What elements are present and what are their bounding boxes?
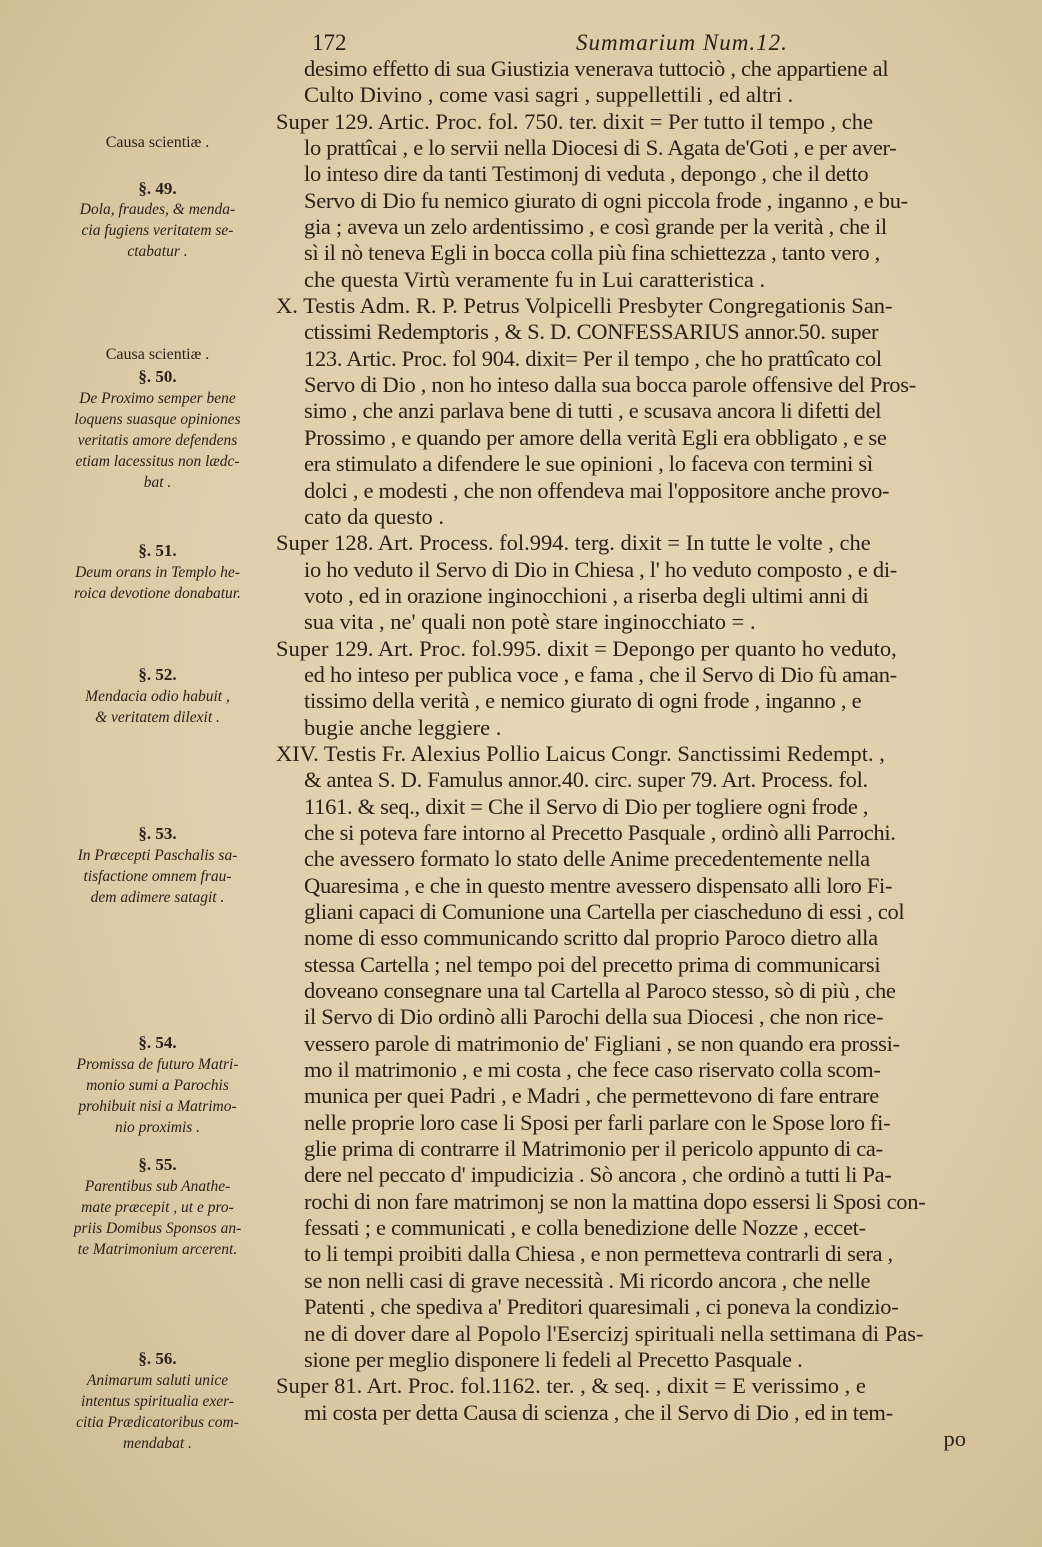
margin-note bbox=[45, 1054, 270, 1138]
body-line: fessati ; e communicati , e colla benedizione delle Nozze , eccet- bbox=[304, 1215, 866, 1241]
body-line: gliani capaci di Comunione una Cartella per ciascheduno di essi , col bbox=[304, 899, 905, 924]
margin-section-number bbox=[45, 1032, 270, 1053]
margin-note-line: Parentibus sub Anathe- bbox=[84, 1178, 231, 1195]
margin-note bbox=[45, 562, 270, 604]
margin-note bbox=[45, 1176, 270, 1260]
body-line: rochi di non fare matrimonj se non la mattina dopo essersi li Sposi con- bbox=[304, 1188, 926, 1214]
body-line: 123. Artic. Proc. fol 904. dixit= Per il tempo , che ho prattîcato col bbox=[304, 345, 882, 371]
body-line: to li tempi proibiti dalla Chiesa , e non permetteva contrarli di sera , bbox=[304, 1241, 893, 1267]
margin-note bbox=[45, 686, 270, 728]
body-line: Servo di Dio , non ho inteso dalla sua bocca parole offensive del Pros- bbox=[304, 372, 916, 398]
margin-note-line: cia fugiens veritatem se- bbox=[81, 222, 234, 239]
body-line: XIV. Testis Fr. Alexius Pollio Laicus Congr. Sanctissimi Redempt. , bbox=[276, 740, 885, 766]
body-line: stessa Cartella ; nel tempo poi del precetto prima di communicarsi bbox=[304, 951, 881, 977]
body-line: ctissimi Redemptoris , & S. D. CONFESSARIUS annor.50. super bbox=[304, 319, 879, 345]
body-line: munica per quei Padri , e Madri , che permettevono di fare entrare bbox=[304, 1083, 879, 1109]
margin-note-line: Promissa de futuro Matri- bbox=[76, 1056, 239, 1073]
body-line: che si poteva fare intorno al Precetto Pasquale , ordinò alli Parrochi. bbox=[304, 819, 896, 845]
margin-note-line: §. 49. bbox=[138, 179, 177, 198]
body-line: vessero parole di matrimonio de' Figliani , se non quando era prossi- bbox=[304, 1030, 900, 1056]
body-line: po bbox=[943, 1425, 966, 1451]
margin-note-line: citia Prædicatoribus com- bbox=[76, 1414, 239, 1431]
margin-note-line: bat . bbox=[143, 474, 172, 491]
body-line: sì il nò teneva Egli in bocca colla più fina schiettezza , tanto vero , bbox=[304, 240, 880, 266]
margin-note-line: tisfactione omnem frau- bbox=[83, 868, 232, 885]
body-line: Patenti , che spediva a' Preditori quaresimali , ci poneva la condizio- bbox=[304, 1294, 899, 1320]
margin-note-line: intentus spiritualia exer- bbox=[81, 1393, 234, 1410]
body-line: desimo effetto di sua Giustizia venerava tuttociò , che appartiene al bbox=[304, 56, 889, 81]
margin-note-line: §. 54. bbox=[138, 1033, 177, 1052]
margin-note-line: Causa scientiæ . bbox=[105, 134, 210, 151]
body-line: nelle proprie loro case li Sposi per farli parlare con le Spose loro fi- bbox=[304, 1109, 891, 1135]
body-line: mo il matrimonio , e mi costa , che fece caso riservato colla scom- bbox=[304, 1057, 881, 1083]
body-line: Super 81. Art. Proc. fol.1162. ter. , & seq. , dixit = E verissimo , e bbox=[276, 1373, 866, 1399]
body-line: lo prattîcai , e lo servii nella Diocesi di S. Agata de'Goti , e per aver- bbox=[304, 135, 897, 161]
body-line: lo inteso dire da tanti Testimonj di veduta , depongo , che il detto bbox=[304, 161, 869, 187]
body-line: gia ; aveva un zelo ardentissimo , e così grande per la verità , che il bbox=[304, 214, 887, 240]
margin-note-line: loquens suasque opiniones bbox=[74, 411, 241, 428]
margin-note bbox=[45, 1370, 270, 1454]
margin-note bbox=[45, 199, 270, 262]
margin-note-line: Deum orans in Templo he- bbox=[75, 564, 240, 581]
body-line: ed ho inteso per publica voce , e fama , che il Servo di Dio fù aman- bbox=[304, 661, 897, 687]
body-line: nome di esso communicando scritto dal proprio Paroco dietro alla bbox=[304, 925, 878, 951]
margin-note-line: ctabatur . bbox=[127, 243, 188, 260]
body-line: tissimo della verità , e nemico giurato di ogni frode , inganno , e bbox=[304, 688, 862, 714]
margin-note-line: Dola, fraudes, & menda- bbox=[79, 201, 236, 218]
body-line: se non nelli casi di grave necessità . Mi ricordo ancora , che nelle bbox=[304, 1267, 871, 1293]
margin-note-line: §. 53. bbox=[138, 824, 177, 843]
body-line: Quaresima , e che in questo mentre avessero dispensato alli loro Fi- bbox=[304, 872, 893, 898]
margin-note bbox=[45, 388, 270, 493]
body-text bbox=[276, 56, 1016, 1452]
margin-section-number bbox=[45, 366, 270, 387]
margin-note-line: De Proximo semper bene bbox=[79, 390, 236, 407]
margin-note bbox=[45, 845, 270, 908]
body-line: sua vita , ne' quali non potè stare inginocchiato = . bbox=[304, 609, 756, 635]
body-line: Super 128. Art. Process. fol.994. terg. dixit = In tutte le volte , che bbox=[276, 530, 871, 556]
body-line: & antea S. D. Famulus annor.40. circ. super 79. Art. Process. fol. bbox=[304, 767, 868, 793]
body-line: cato da questo . bbox=[304, 503, 444, 529]
body-line: voto , ed in orazione inginocchioni , a riserba degli ultimi anni di bbox=[304, 582, 869, 608]
body-line: Super 129. Art. Proc. fol.995. dixit = Depongo per quanto ho veduto, bbox=[276, 635, 897, 661]
body-line: Prossimo , e quando per amore della verità Egli era obbligato , e se bbox=[304, 424, 887, 450]
margin-section-number bbox=[45, 178, 270, 199]
margin-section-number bbox=[45, 823, 270, 844]
body-line: che questa Virtù veramente fu in Lui caratteristica . bbox=[304, 266, 766, 292]
margin-note-line: §. 56. bbox=[138, 1349, 177, 1368]
margin-section-number bbox=[45, 540, 270, 561]
body-line: che avessero formato lo stato delle Anime precedentemente nella bbox=[304, 846, 870, 872]
body-line: mi costa per detta Causa di scienza , che il Servo di Dio , ed in tem- bbox=[304, 1399, 893, 1425]
margin-note-line: prohibuit nisi a Matrimo- bbox=[78, 1098, 237, 1115]
body-line: il Servo di Dio ordinò alli Parochi della sua Diocesi , che non rice- bbox=[304, 1004, 884, 1030]
body-line: ne di dover dare al Popolo l'Esercizj spirituali nella settimana di Pas- bbox=[304, 1320, 924, 1346]
body-line: Super 129. Artic. Proc. fol. 750. ter. dixit = Per tutto il tempo , che bbox=[276, 108, 873, 134]
margin-note-line: & veritatem dilexit . bbox=[95, 709, 220, 726]
margin-note-line: mendabat . bbox=[123, 1435, 192, 1452]
margin-note-line: roica devotione donabatur. bbox=[74, 585, 241, 602]
margin-note-line: §. 52. bbox=[138, 665, 177, 684]
body-line: doveano consegnare una tal Cartella al Paroco stesso, sò di più , che bbox=[304, 978, 896, 1004]
margin-causa-label bbox=[45, 132, 270, 153]
body-line: Culto Divino , come vasi sagri , suppellettili , ed altri . bbox=[304, 82, 794, 108]
margin-note-line: etiam lacessitus non lædc- bbox=[75, 453, 240, 470]
margin-note-line: In Præcepti Paschalis sa- bbox=[77, 847, 238, 864]
body-line: dere nel peccato d' impudicizia . Sò ancora , che ordinò a tutti li Pa- bbox=[304, 1162, 892, 1188]
body-line: bugie anche leggiere . bbox=[304, 714, 502, 740]
margin-note-line: Mendacia odio habuit , bbox=[85, 688, 230, 705]
body-line: Servo di Dio fu nemico giurato di ogni piccola frode , inganno , e bu- bbox=[304, 187, 908, 213]
margin-note-line: §. 55. bbox=[138, 1155, 177, 1174]
body-line: 1161. & seq., dixit = Che il Servo di Dio per togliere ogni frode , bbox=[304, 793, 869, 819]
page-number: 172 bbox=[312, 30, 347, 55]
margin-section-number bbox=[45, 1348, 270, 1369]
body-line: X. Testis Adm. R. P. Petrus Volpicelli Presbyter Congregationis San- bbox=[276, 293, 893, 319]
margin-note-line: §. 50. bbox=[138, 367, 177, 386]
margin-note-line: priis Domibus Sponsos an- bbox=[73, 1220, 242, 1237]
margin-section-number bbox=[45, 664, 270, 685]
body-line: io ho veduto il Servo di Dio in Chiesa , l' ho veduto composto , e di- bbox=[304, 556, 897, 582]
margin-note-line: nio proximis . bbox=[114, 1119, 201, 1136]
margin-causa-label bbox=[45, 344, 270, 365]
margin-note-line: mate præcepit , ut e pro- bbox=[81, 1199, 234, 1216]
running-title: Summarium Num.12. bbox=[576, 30, 788, 55]
margin-note-line: monio sumi a Parochis bbox=[86, 1077, 229, 1094]
margin-section-number bbox=[45, 1154, 270, 1175]
margin-note-line: veritatis amore defendens bbox=[77, 432, 238, 449]
margin-note-line: Animarum saluti unice bbox=[86, 1372, 229, 1389]
body-line: glie prima di contrarre il Matrimonio per il pericolo appunto di ca- bbox=[304, 1136, 883, 1162]
margin-note-line: te Matrimonium arcerent. bbox=[77, 1241, 238, 1258]
margin-note-line: Causa scientiæ . bbox=[105, 346, 210, 363]
body-line: era stimulato a difendere le sue opinioni , lo faceva con termini sì bbox=[304, 451, 873, 477]
body-line: simo , che anzi parlava bene di tutti , e scusava ancora li difetti del bbox=[304, 398, 882, 424]
margin-note-line: §. 51. bbox=[138, 541, 177, 560]
body-line: dolci , e modesti , che non offendeva mai l'oppositore anche provo- bbox=[304, 477, 890, 503]
margin-note-line: dem adimere satagit . bbox=[90, 889, 225, 906]
body-line: sione per meglio disponere li fedeli al Precetto Pasquale . bbox=[304, 1346, 803, 1372]
